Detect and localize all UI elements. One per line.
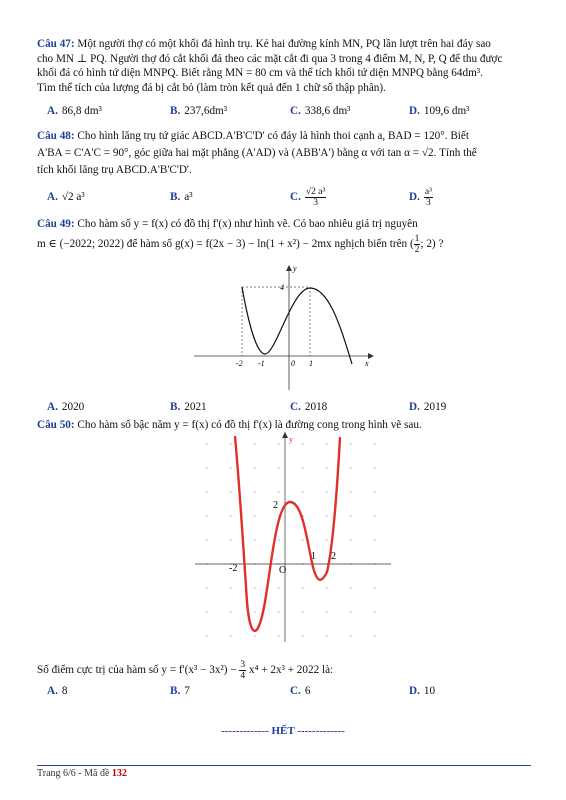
q48-line3: tích khối lăng trụ ABCD.A'B'C'D'. <box>37 164 192 176</box>
q48-option-c[interactable] <box>290 187 326 208</box>
q50-option-a[interactable] <box>47 684 67 699</box>
grid-dot <box>254 635 256 637</box>
grid-dot <box>374 539 376 541</box>
q49-x-arrow <box>368 353 374 359</box>
q50-option-c[interactable] <box>290 684 310 699</box>
option-key: A. <box>47 685 58 697</box>
grid-dot <box>230 635 232 637</box>
q50-question <box>37 660 533 681</box>
grid-dot <box>326 467 328 469</box>
option-key: B. <box>170 191 181 203</box>
question-47 <box>37 37 533 95</box>
grid-dot <box>254 515 256 517</box>
q50-label-x1: 1 <box>311 551 316 562</box>
grid-dot <box>374 611 376 613</box>
grid-dot <box>374 491 376 493</box>
fraction-denominator: 2 <box>414 245 420 255</box>
option-key: B. <box>170 401 181 413</box>
grid-dot <box>278 539 280 541</box>
q49-options <box>37 400 537 414</box>
q50-option-d[interactable] <box>409 684 435 699</box>
option-key: A. <box>47 401 58 413</box>
q47-line1 <box>37 37 533 52</box>
grid-dot <box>206 491 208 493</box>
grid-dot <box>206 467 208 469</box>
q47-line3: khối đá có hình tứ diện MNPQ. Biết rằng MN = 80 cm và thể tích khối tứ diện MNPQ bằng 64dm³. <box>37 67 483 80</box>
q48-line2: A'BA = C'A'C = 90°, góc giữa hai mặt phẳng (A'AD) và (ABB'A') bằng α với tan α = √2. Tính thể <box>37 147 477 159</box>
grid-dot <box>302 443 304 445</box>
fraction-numerator: a³ <box>424 187 432 197</box>
q49-line1 <box>37 214 533 234</box>
grid-dot <box>374 467 376 469</box>
grid-dot <box>350 611 352 613</box>
q47-text-1: Một người thợ có một khối đá hình trụ. Kẻ hai đường kính MN, PQ lần lượt trên hai đáy sao <box>77 38 491 50</box>
fraction-numerator: 1 <box>414 234 420 244</box>
q48-label: Câu 48: <box>37 130 75 142</box>
q50-question-pre: Số điểm cực trị của hàm số y = f'(x³ − 3x²) − <box>37 664 237 677</box>
option-text: 237,6dm³ <box>184 105 228 117</box>
grid-dot <box>254 587 256 589</box>
q50-y-arrow <box>282 432 288 438</box>
grid-dot <box>374 587 376 589</box>
grid-dot <box>350 539 352 541</box>
q49-line2 <box>37 234 533 255</box>
option-key: D. <box>409 191 420 204</box>
option-text: 2018 <box>304 401 328 413</box>
q50-label-x2: 2 <box>331 551 336 562</box>
grid-dot <box>206 587 208 589</box>
q48-c-fraction <box>305 187 326 208</box>
grid-dot <box>278 491 280 493</box>
q50-question-post: x⁴ + 2x³ + 2022 là: <box>248 664 334 677</box>
grid-dot <box>374 635 376 637</box>
footer-exam-code: 132 <box>111 768 127 779</box>
grid-dot <box>350 515 352 517</box>
footer-prefix: Trang 6/6 - Mã đề <box>37 768 110 779</box>
fraction-denominator: 3 <box>313 198 318 208</box>
option-text: 10 <box>423 685 436 697</box>
interval-rest: ; 2) ? <box>420 238 444 251</box>
grid-dot <box>374 515 376 517</box>
q47-option-a[interactable] <box>47 104 102 119</box>
grid-dot <box>230 467 232 469</box>
option-text: a³ <box>184 191 193 203</box>
grid-dot <box>230 587 232 589</box>
q50-option-b[interactable] <box>170 684 190 699</box>
q50-graph <box>195 432 393 642</box>
q49-curve <box>242 287 352 364</box>
q48-options <box>37 187 537 211</box>
q49-x-tick-0: 0 <box>291 359 295 368</box>
question-48 <box>37 128 533 179</box>
interval-open: ( <box>409 238 414 251</box>
grid-dot <box>326 515 328 517</box>
q50-fraction <box>239 660 246 681</box>
q47-label: Câu 47: <box>37 38 75 50</box>
q49-text-1: Cho hàm số y = f(x) có đồ thị f'(x) như hình vẽ. Có bao nhiêu giá trị nguyên <box>77 218 418 230</box>
option-key: C. <box>290 191 301 204</box>
q49-option-d[interactable] <box>409 400 446 415</box>
q50-line1 <box>37 418 533 433</box>
grid-dot <box>278 635 280 637</box>
grid-dot <box>278 587 280 589</box>
grid-dot <box>326 491 328 493</box>
q49-y-tick-4: 4 <box>280 283 284 292</box>
q47-line2: cho MN ⊥ PQ. Người thợ đó cắt khối đá theo các mặt cắt đi qua 3 trong 4 điểm M, N, P, Q để thu được <box>37 52 503 65</box>
q47-options <box>37 104 537 118</box>
q47-line4: Tìm thể tích của lượng đá bị cắt bỏ (làm tròn kết quả đến 1 chữ số thập phân). <box>37 81 386 94</box>
grid-dot <box>206 443 208 445</box>
q49-x-tick-neg2: -2 <box>236 359 243 368</box>
q50-label-origin: O <box>279 565 287 576</box>
q49-y-label: y <box>293 264 297 273</box>
grid-dot <box>254 443 256 445</box>
fraction-numerator: 3 <box>240 660 246 670</box>
grid-dot <box>230 443 232 445</box>
grid-dot <box>302 635 304 637</box>
grid-dot <box>302 539 304 541</box>
q50-options <box>37 684 537 698</box>
q49-option-c[interactable] <box>290 400 327 415</box>
option-key: B. <box>170 105 181 117</box>
q49-label: Câu 49: <box>37 218 75 230</box>
option-key: D. <box>409 685 420 697</box>
option-text: 8 <box>61 685 68 697</box>
grid-dot <box>350 635 352 637</box>
grid-dot <box>326 635 328 637</box>
option-key: D. <box>409 105 420 117</box>
grid-dot <box>326 443 328 445</box>
q47-option-b[interactable] <box>170 104 227 119</box>
question-50 <box>37 418 533 433</box>
q47-option-d[interactable] <box>409 104 470 119</box>
option-text: 338,6 dm³ <box>304 105 351 117</box>
grid-dot <box>302 587 304 589</box>
q48-d-fraction <box>424 187 433 208</box>
q49-text-2: m ∈ (−2022; 2022) để hàm số g(x) = f(2x − 3) − ln(1 + x²) − 2mx nghịch biến trên <box>37 238 408 251</box>
grid-dot <box>230 611 232 613</box>
grid-dot <box>206 515 208 517</box>
q48-option-d[interactable] <box>409 187 433 208</box>
grid-dot <box>350 443 352 445</box>
grid-dot <box>230 539 232 541</box>
q49-y-arrow <box>286 265 292 271</box>
q50-text-1: Cho hàm số bậc năm y = f(x) có đồ thị f'(x) là đường cong trong hình vẽ sau. <box>77 419 422 431</box>
option-text: 86,8 dm³ <box>61 105 102 117</box>
option-key: D. <box>409 401 420 413</box>
q50-dot-grid <box>206 443 376 637</box>
option-text: 2021 <box>184 401 207 413</box>
fraction-denominator: 4 <box>240 671 246 681</box>
option-text: √2 a³ <box>61 191 85 203</box>
q48-option-a[interactable] <box>47 190 85 205</box>
q50-label-y2: 2 <box>273 500 278 511</box>
grid-dot <box>230 491 232 493</box>
option-text: 2019 <box>423 401 447 413</box>
q48-option-b[interactable] <box>170 190 193 205</box>
option-key: B. <box>170 685 181 697</box>
grid-dot <box>206 611 208 613</box>
page-footer <box>37 765 531 782</box>
q47-option-c[interactable] <box>290 104 351 119</box>
grid-dot <box>350 587 352 589</box>
grid-dot <box>254 611 256 613</box>
option-text: 109,6 dm³ <box>423 105 470 117</box>
grid-dot <box>350 467 352 469</box>
option-text: 2020 <box>61 401 85 413</box>
grid-dot <box>374 443 376 445</box>
grid-dot <box>254 539 256 541</box>
q50-label: Câu 50: <box>37 419 75 431</box>
grid-dot <box>254 491 256 493</box>
fraction-numerator: √2 a³ <box>305 187 326 197</box>
option-key: C. <box>290 401 301 413</box>
q49-x-tick-neg1: -1 <box>258 359 265 368</box>
grid-dot <box>302 491 304 493</box>
grid-dot <box>326 587 328 589</box>
grid-dot <box>278 443 280 445</box>
q49-graph <box>192 262 378 394</box>
q49-x-label: x <box>365 359 369 368</box>
grid-dot <box>230 515 232 517</box>
q49-option-a[interactable] <box>47 400 84 415</box>
option-key: C. <box>290 105 301 117</box>
option-key: A. <box>47 191 58 203</box>
q48-text-1: Cho hình lăng trụ tứ giác ABCD.A'B'C'D' có đáy là hình thoi cạnh a, BAD = 120°. Biết <box>77 130 469 142</box>
q49-option-b[interactable] <box>170 400 207 415</box>
grid-dot <box>278 611 280 613</box>
q50-label-x-neg2: -2 <box>229 563 238 574</box>
end-marker: ------------- HẾT ------------- <box>221 725 345 737</box>
grid-dot <box>206 539 208 541</box>
grid-dot <box>350 491 352 493</box>
question-49 <box>37 214 533 255</box>
grid-dot <box>302 467 304 469</box>
option-key: C. <box>290 685 301 697</box>
option-key: A. <box>47 105 58 117</box>
grid-dot <box>326 539 328 541</box>
q48-line1 <box>37 128 533 145</box>
grid-dot <box>206 635 208 637</box>
grid-dot <box>302 611 304 613</box>
fraction-denominator: 3 <box>426 198 431 208</box>
q50-y-label: y <box>289 435 293 444</box>
q50-curve <box>235 436 340 631</box>
option-text: 6 <box>304 685 311 697</box>
q49-x-tick-1: 1 <box>309 359 313 368</box>
option-text: 7 <box>184 685 190 697</box>
grid-dot <box>278 467 280 469</box>
grid-dot <box>254 467 256 469</box>
grid-dot <box>326 611 328 613</box>
